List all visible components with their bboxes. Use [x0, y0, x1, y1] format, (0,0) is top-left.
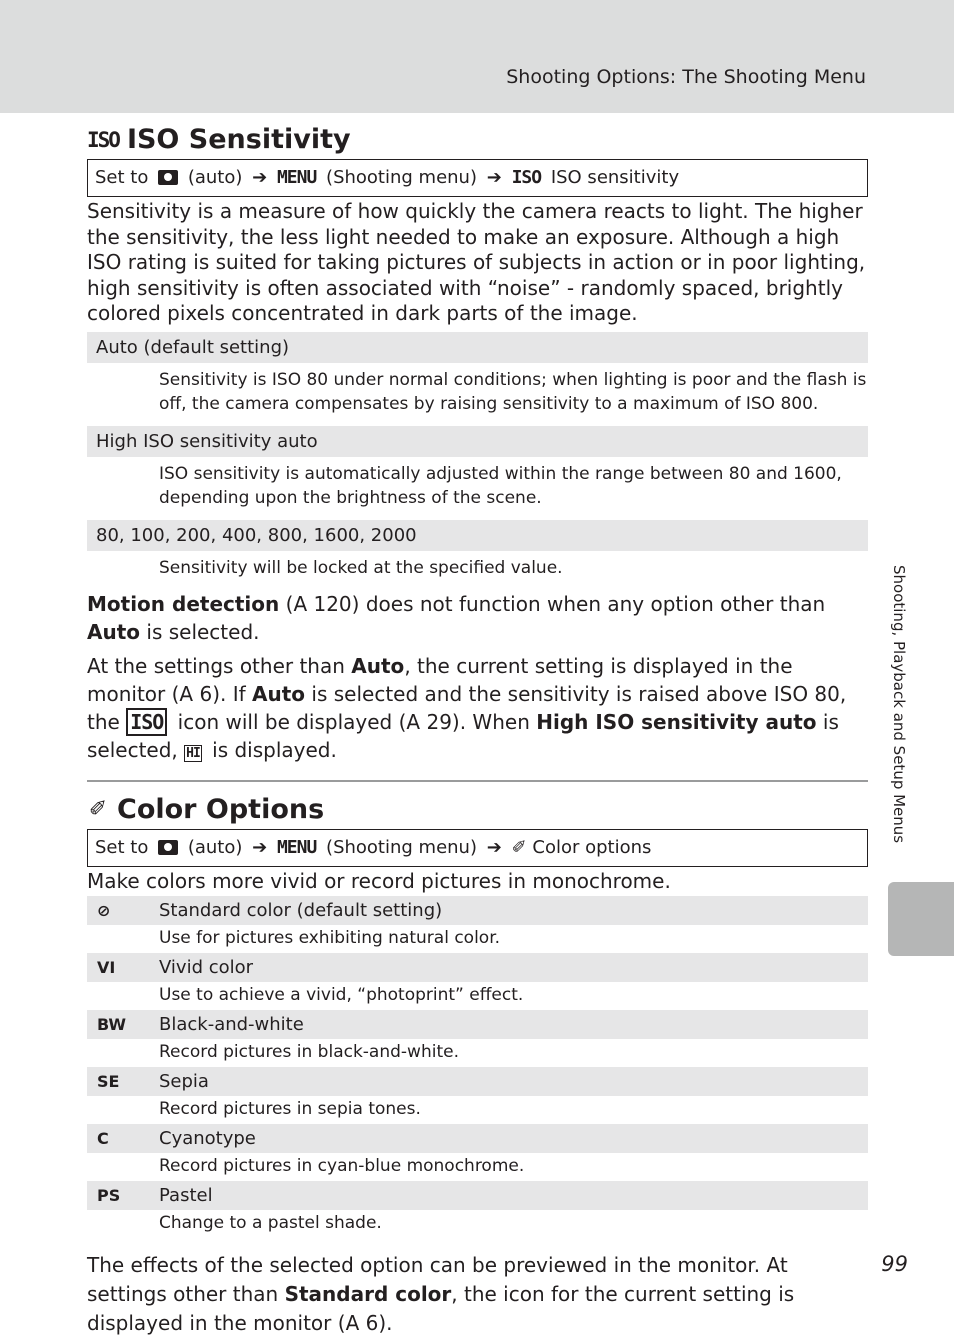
vivid-color-icon: VI	[97, 957, 116, 977]
color-option-row: PS Pastel	[87, 1181, 868, 1210]
page-ref-icon: A	[406, 710, 421, 734]
color-options-icon: ✐	[511, 837, 527, 858]
option-description: Use for pictures exhibiting natural color.	[159, 927, 501, 948]
color-option-row: C Cyanotype	[87, 1124, 868, 1153]
menu-icon: MENU	[276, 837, 317, 858]
page-ref-icon: A	[293, 592, 308, 616]
color-option-row: ⊘ Standard color (default setting)	[87, 896, 868, 925]
color-menu-path: Set to (auto) ➔ MENU (Shooting menu) ➔ ✐ Color options	[87, 829, 868, 867]
option-description: Change to a pastel shade.	[159, 1212, 382, 1233]
option-row: 80, 100, 200, 400, 800, 1600, 2000	[87, 520, 868, 551]
option-description: Record pictures in black-and-white.	[159, 1041, 459, 1062]
option-description: ISO sensitivity is automatically adjusted within the range between 80 and 1600, depending upon the brightness of the scene.	[159, 463, 842, 508]
arrow-icon: ➔	[252, 167, 268, 188]
option-description: Use to achieve a vivid, “photoprint” effect.	[159, 984, 524, 1005]
section-divider	[87, 780, 868, 782]
option-description: Sensitivity will be locked at the specified value.	[159, 557, 563, 578]
menu-icon: MENU	[276, 167, 317, 188]
color-footer-note: The effects of the selected option can be previewed in the monitor. At settings other than Standard color, the icon for the current setting is displayed in the monitor (A 6).	[87, 1252, 795, 1335]
side-tab-marker	[888, 882, 954, 956]
color-section-title: ✐ Color Options	[88, 794, 325, 825]
option-description: Record pictures in sepia tones.	[159, 1098, 421, 1119]
motion-detection-note: Motion detection (A 120) does not function when any option other than Auto is selected.	[87, 592, 826, 644]
sepia-icon: SE	[97, 1071, 120, 1091]
camera-icon	[158, 840, 178, 855]
page-ref-icon: A	[345, 1310, 360, 1335]
header-band	[0, 0, 954, 113]
running-head: Shooting Options: The Shooting Menu	[506, 66, 866, 88]
arrow-icon: ➔	[252, 837, 268, 858]
iso-icon: ISO	[511, 167, 542, 188]
color-option-row: VI Vivid color	[87, 953, 868, 982]
camera-icon	[158, 170, 178, 185]
standard-color-icon: ⊘	[97, 900, 111, 920]
side-tab-label: Shooting, Playback and Setup Menus	[890, 565, 908, 844]
color-option-row: BW Black-and-white	[87, 1010, 868, 1039]
color-option-row: SE Sepia	[87, 1067, 868, 1096]
pastel-icon: PS	[97, 1185, 121, 1205]
iso-menu-path: Set to (auto) ➔ MENU (Shooting menu) ➔ ISO ISO sensitivity	[87, 159, 868, 197]
iso-intro: Sensitivity is a measure of how quickly the camera reacts to light. The higher the sensitivity, the less light needed to make an exposure. Although a high ISO rating is suited for taking pictures of subjects in action or in poor lighting, high sensitivity is often associated with “noise” - randomly spaced, brightly colored pixels concentrated in dark parts of the image.	[87, 199, 866, 325]
cyanotype-icon: C	[97, 1128, 109, 1148]
option-row: Auto (default setting)	[87, 332, 868, 363]
color-options-icon: ✐	[88, 797, 108, 822]
iso-display-note: At the settings other than Auto, the current setting is displayed in the monitor (A 6). If Auto is selected and the sensitivity is raised above ISO 80, the ISO icon will be displayed (A 29). When High ISO sensitivity auto is selected, HI is displayed.	[87, 654, 847, 762]
high-iso-icon: HI	[186, 746, 200, 761]
page-ref-icon: A	[179, 682, 194, 706]
main-content	[87, 124, 868, 1338]
arrow-icon: ➔	[486, 837, 502, 858]
option-description: Sensitivity is ISO 80 under normal conditions; when lighting is poor and the flash is off, the camera compensates by raising sensitivity to a maximum of ISO 800.	[159, 369, 867, 414]
option-description: Record pictures in cyan-blue monochrome.	[159, 1155, 525, 1176]
iso-section-title: ISO ISO Sensitivity	[87, 124, 351, 155]
iso-monitor-icon: ISO	[126, 708, 167, 736]
option-row: High ISO sensitivity auto	[87, 426, 868, 457]
color-intro: Make colors more vivid or record pictures in monochrome.	[87, 869, 671, 893]
iso-icon: ISO	[87, 127, 119, 152]
page-number: 99	[881, 1252, 908, 1276]
black-and-white-icon: BW	[97, 1014, 126, 1034]
arrow-icon: ➔	[486, 167, 502, 188]
